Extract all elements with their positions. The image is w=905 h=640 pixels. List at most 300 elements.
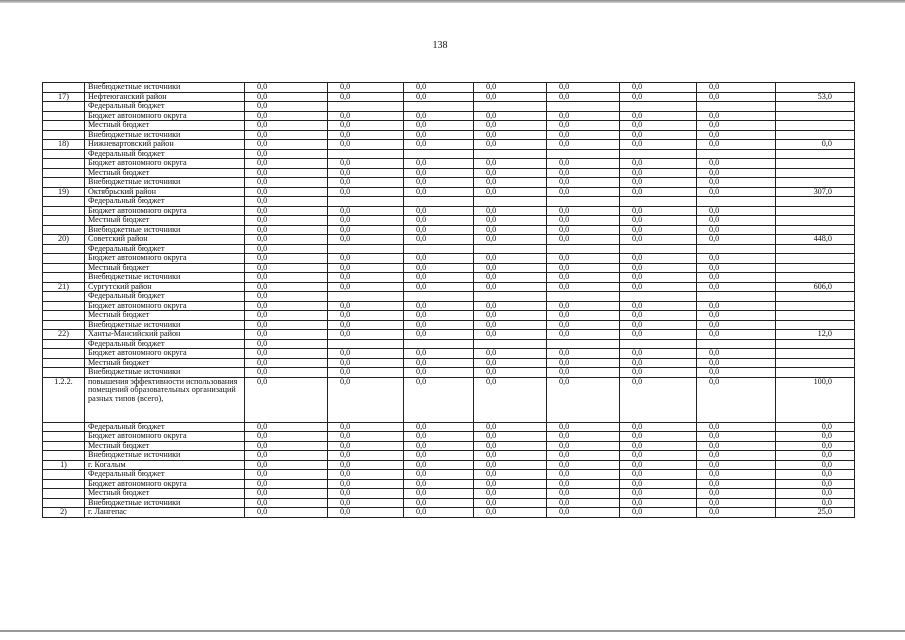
row-value-5: 0,0 [547,460,620,470]
table-row [43,282,855,292]
row-value-8 [776,292,855,302]
row-value-8: 53,0 [776,92,855,102]
row-value-7: 0,0 [697,159,776,169]
row-value-8 [776,349,855,359]
row-value-8 [776,339,855,349]
row-value-8 [776,130,855,140]
row-value-6: 0,0 [620,206,697,216]
row-value-2: 0,0 [328,489,404,499]
row-value-3: 0,0 [404,206,474,216]
row-value-4: 0,0 [474,216,547,226]
row-value-8 [776,273,855,283]
row-name: Бюджет автономного округа [85,432,245,442]
row-value-7 [697,339,776,349]
row-value-5 [547,339,620,349]
row-value-7 [697,244,776,254]
row-value-3: 0,0 [404,432,474,442]
row-value-8: 100,0 [776,377,855,422]
row-value-3: 0,0 [404,225,474,235]
row-value-1: 0,0 [245,422,328,432]
row-value-2: 0,0 [328,301,404,311]
row-value-8 [776,206,855,216]
table-row [43,206,855,216]
row-value-4: 0,0 [474,441,547,451]
row-value-1: 0,0 [245,330,328,340]
row-value-6: 0,0 [620,311,697,321]
row-value-5: 0,0 [547,489,620,499]
row-value-3 [404,339,474,349]
row-value-5: 0,0 [547,111,620,121]
row-value-7: 0,0 [697,83,776,93]
row-value-2: 0,0 [328,460,404,470]
row-value-1: 0,0 [245,282,328,292]
table-row [43,178,855,188]
row-name: Федеральный бюджет [85,102,245,112]
row-name: Бюджет автономного округа [85,479,245,489]
row-value-3: 0,0 [404,311,474,321]
table-row [43,301,855,311]
row-value-6: 0,0 [620,130,697,140]
row-value-6: 0,0 [620,460,697,470]
row-value-2: 0,0 [328,235,404,245]
row-value-3: 0,0 [404,92,474,102]
row-value-5: 0,0 [547,349,620,359]
row-value-8 [776,301,855,311]
row-value-6: 0,0 [620,263,697,273]
row-code: 17) [43,92,85,102]
row-value-1: 0,0 [245,470,328,480]
row-value-7: 0,0 [697,121,776,131]
row-value-2: 0,0 [328,470,404,480]
row-value-1: 0,0 [245,292,328,302]
row-value-6: 0,0 [620,377,697,422]
row-code [43,197,85,207]
row-name: Нижневартовский район [85,140,245,150]
table-row [43,121,855,131]
row-value-3: 0,0 [404,460,474,470]
row-value-5: 0,0 [547,320,620,330]
row-name: Внебюджетные источники [85,225,245,235]
row-value-7: 0,0 [697,432,776,442]
row-value-6: 0,0 [620,508,697,518]
row-value-4: 0,0 [474,320,547,330]
row-value-1: 0,0 [245,197,328,207]
row-value-8 [776,102,855,112]
row-name: Советский район [85,235,245,245]
row-value-5: 0,0 [547,301,620,311]
row-code [43,320,85,330]
row-name: Бюджет автономного округа [85,349,245,359]
row-value-3: 0,0 [404,508,474,518]
row-name: Местный бюджет [85,216,245,226]
row-value-3: 0,0 [404,479,474,489]
row-value-3 [404,244,474,254]
row-value-6: 0,0 [620,111,697,121]
row-code [43,368,85,378]
row-name: Внебюджетные источники [85,273,245,283]
row-value-7: 0,0 [697,451,776,461]
table-row [43,479,855,489]
row-name: Местный бюджет [85,358,245,368]
row-code [43,178,85,188]
row-name: Октябрьский район [85,187,245,197]
row-name: Внебюджетные источники [85,83,245,93]
row-value-8 [776,320,855,330]
row-value-5 [547,149,620,159]
row-value-3: 0,0 [404,168,474,178]
row-code [43,111,85,121]
row-value-8: 0,0 [776,422,855,432]
row-value-1: 0,0 [245,216,328,226]
row-name: Внебюджетные источники [85,178,245,188]
row-value-4: 0,0 [474,273,547,283]
row-value-4: 0,0 [474,121,547,131]
row-value-4 [474,197,547,207]
row-value-1: 0,0 [245,83,328,93]
row-code [43,349,85,359]
row-value-2: 0,0 [328,216,404,226]
row-value-3: 0,0 [404,187,474,197]
table-row [43,140,855,150]
row-value-8: 0,0 [776,451,855,461]
row-value-6: 0,0 [620,432,697,442]
row-value-7: 0,0 [697,460,776,470]
row-value-2: 0,0 [328,130,404,140]
row-value-2: 0,0 [328,282,404,292]
row-name: Внебюджетные источники [85,320,245,330]
row-name: Внебюджетные источники [85,368,245,378]
row-value-2: 0,0 [328,358,404,368]
row-value-3: 0,0 [404,470,474,480]
row-value-2 [328,197,404,207]
row-value-1: 0,0 [245,489,328,499]
row-value-1: 0,0 [245,349,328,359]
funding-table [42,82,855,518]
row-value-6: 0,0 [620,368,697,378]
table-row [43,292,855,302]
table-row [43,92,855,102]
page-number: 138 [432,40,448,51]
row-value-3: 0,0 [404,489,474,499]
row-value-4: 0,0 [474,263,547,273]
row-value-2: 0,0 [328,225,404,235]
row-value-3: 0,0 [404,441,474,451]
row-value-1: 0,0 [245,301,328,311]
row-value-4: 0,0 [474,451,547,461]
row-value-7 [697,149,776,159]
row-value-1: 0,0 [245,130,328,140]
row-code [43,498,85,508]
row-value-5: 0,0 [547,508,620,518]
row-code [43,159,85,169]
row-value-4: 0,0 [474,140,547,150]
row-code [43,441,85,451]
row-value-4: 0,0 [474,432,547,442]
table-row [43,349,855,359]
row-value-7: 0,0 [697,301,776,311]
row-value-8: 0,0 [776,489,855,499]
row-value-4: 0,0 [474,254,547,264]
row-value-2: 0,0 [328,432,404,442]
row-value-3: 0,0 [404,254,474,264]
row-value-7: 0,0 [697,422,776,432]
row-value-4 [474,102,547,112]
table-row [43,320,855,330]
row-code [43,489,85,499]
row-code: 18) [43,140,85,150]
row-name: Местный бюджет [85,168,245,178]
row-value-5: 0,0 [547,187,620,197]
row-value-1: 0,0 [245,451,328,461]
row-value-3: 0,0 [404,263,474,273]
table-row [43,377,855,422]
row-value-2: 0,0 [328,368,404,378]
row-value-7: 0,0 [697,235,776,245]
row-value-8 [776,263,855,273]
row-name: Бюджет автономного округа [85,206,245,216]
row-value-7: 0,0 [697,349,776,359]
row-value-7: 0,0 [697,282,776,292]
row-value-2: 0,0 [328,263,404,273]
row-code [43,301,85,311]
row-code [43,311,85,321]
row-value-5: 0,0 [547,83,620,93]
row-value-8 [776,197,855,207]
row-code [43,432,85,442]
row-value-3: 0,0 [404,358,474,368]
row-value-7: 0,0 [697,140,776,150]
row-value-1: 0,0 [245,508,328,518]
row-value-2: 0,0 [328,273,404,283]
row-code [43,244,85,254]
row-value-4: 0,0 [474,460,547,470]
row-value-7: 0,0 [697,508,776,518]
row-name: Федеральный бюджет [85,422,245,432]
row-value-5: 0,0 [547,235,620,245]
row-value-1: 0,0 [245,121,328,131]
table-row [43,368,855,378]
table-row [43,330,855,340]
table-row [43,451,855,461]
row-value-8: 12,0 [776,330,855,340]
row-code: 1.2.2. [43,377,85,422]
row-value-2: 0,0 [328,83,404,93]
row-value-4: 0,0 [474,225,547,235]
row-value-3: 0,0 [404,377,474,422]
table-row [43,216,855,226]
row-value-1: 0,0 [245,178,328,188]
table-row [43,432,855,442]
row-value-7: 0,0 [697,168,776,178]
row-value-5: 0,0 [547,254,620,264]
row-value-1: 0,0 [245,102,328,112]
row-code: 20) [43,235,85,245]
row-code [43,121,85,131]
row-value-5: 0,0 [547,330,620,340]
row-value-1: 0,0 [245,225,328,235]
row-value-4: 0,0 [474,282,547,292]
row-name: повышения эффективности использования помещений образовательных организаций разных типов (всего), [85,377,245,422]
row-value-2 [328,102,404,112]
row-code [43,358,85,368]
table-row [43,168,855,178]
row-value-8 [776,178,855,188]
row-value-8 [776,358,855,368]
row-name: Федеральный бюджет [85,470,245,480]
row-value-6: 0,0 [620,159,697,169]
row-name: Федеральный бюджет [85,244,245,254]
row-value-7: 0,0 [697,216,776,226]
row-code [43,206,85,216]
row-value-8 [776,368,855,378]
row-name: Внебюджетные источники [85,130,245,140]
row-value-8 [776,121,855,131]
row-value-5: 0,0 [547,225,620,235]
row-value-7: 0,0 [697,311,776,321]
row-value-3 [404,197,474,207]
row-value-7: 0,0 [697,479,776,489]
row-value-7: 0,0 [697,187,776,197]
row-value-2: 0,0 [328,168,404,178]
row-code: 1) [43,460,85,470]
row-value-5: 0,0 [547,121,620,131]
row-value-3: 0,0 [404,451,474,461]
row-value-6 [620,339,697,349]
row-value-3 [404,102,474,112]
row-value-6: 0,0 [620,235,697,245]
row-name: Сургутский район [85,282,245,292]
row-value-3: 0,0 [404,330,474,340]
row-value-7: 0,0 [697,368,776,378]
row-name: Нефтеюганский район [85,92,245,102]
row-value-3: 0,0 [404,178,474,188]
row-value-6: 0,0 [620,479,697,489]
row-name: г. Лангепас [85,508,245,518]
row-value-1: 0,0 [245,187,328,197]
row-value-1: 0,0 [245,244,328,254]
row-value-5: 0,0 [547,263,620,273]
table-row [43,83,855,93]
row-value-3: 0,0 [404,130,474,140]
row-value-6: 0,0 [620,489,697,499]
row-value-2: 0,0 [328,111,404,121]
table-row [43,441,855,451]
row-value-8: 0,0 [776,460,855,470]
row-value-1: 0,0 [245,339,328,349]
row-value-6 [620,102,697,112]
row-value-6: 0,0 [620,216,697,226]
row-value-4: 0,0 [474,159,547,169]
row-code [43,216,85,226]
row-value-4: 0,0 [474,330,547,340]
row-code [43,263,85,273]
row-value-6: 0,0 [620,254,697,264]
scan-edge-bottom [0,630,905,632]
row-value-4: 0,0 [474,187,547,197]
row-value-5: 0,0 [547,441,620,451]
table-row [43,263,855,273]
row-value-5 [547,292,620,302]
row-name: Бюджет автономного округа [85,159,245,169]
row-name: Местный бюджет [85,263,245,273]
row-value-3: 0,0 [404,216,474,226]
table-row [43,339,855,349]
row-value-1: 0,0 [245,432,328,442]
row-value-8 [776,244,855,254]
row-value-3: 0,0 [404,349,474,359]
row-value-3: 0,0 [404,140,474,150]
row-value-4: 0,0 [474,479,547,489]
row-value-7: 0,0 [697,206,776,216]
row-code [43,225,85,235]
row-value-6 [620,197,697,207]
row-value-5 [547,244,620,254]
row-value-8: 307,0 [776,187,855,197]
row-value-5: 0,0 [547,377,620,422]
row-value-6 [620,244,697,254]
row-code [43,130,85,140]
row-value-4: 0,0 [474,301,547,311]
row-name: Ханты-Мансийский район [85,330,245,340]
row-value-6: 0,0 [620,273,697,283]
row-value-4: 0,0 [474,311,547,321]
row-value-4 [474,244,547,254]
row-value-3: 0,0 [404,111,474,121]
row-name: Внебюджетные источники [85,498,245,508]
row-code: 2) [43,508,85,518]
row-value-4: 0,0 [474,235,547,245]
row-value-1: 0,0 [245,111,328,121]
row-value-7 [697,102,776,112]
row-value-4: 0,0 [474,111,547,121]
row-value-1: 0,0 [245,149,328,159]
row-code [43,83,85,93]
row-value-6: 0,0 [620,187,697,197]
row-value-2: 0,0 [328,311,404,321]
row-value-5: 0,0 [547,92,620,102]
row-value-6: 0,0 [620,320,697,330]
row-value-7 [697,197,776,207]
row-value-2: 0,0 [328,159,404,169]
table-row [43,422,855,432]
row-value-5: 0,0 [547,451,620,461]
row-value-1: 0,0 [245,206,328,216]
row-value-3: 0,0 [404,83,474,93]
row-value-5: 0,0 [547,498,620,508]
row-value-6: 0,0 [620,301,697,311]
row-value-1: 0,0 [245,140,328,150]
row-value-2: 0,0 [328,451,404,461]
row-value-6: 0,0 [620,121,697,131]
row-value-6: 0,0 [620,422,697,432]
row-value-2: 0,0 [328,330,404,340]
row-value-3: 0,0 [404,121,474,131]
row-value-4: 0,0 [474,178,547,188]
row-value-8 [776,149,855,159]
row-value-6: 0,0 [620,498,697,508]
row-value-7: 0,0 [697,498,776,508]
row-value-8: 0,0 [776,470,855,480]
row-value-2: 0,0 [328,349,404,359]
row-value-7: 0,0 [697,130,776,140]
table-row [43,111,855,121]
row-value-1: 0,0 [245,498,328,508]
row-value-7: 0,0 [697,377,776,422]
row-name: Местный бюджет [85,311,245,321]
row-code [43,102,85,112]
row-value-5: 0,0 [547,358,620,368]
row-value-7: 0,0 [697,92,776,102]
